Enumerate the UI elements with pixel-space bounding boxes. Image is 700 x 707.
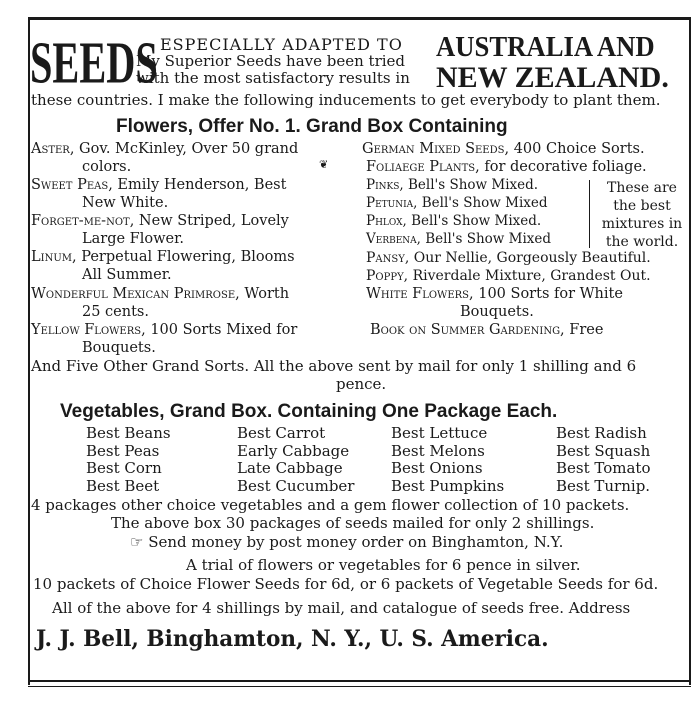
veg-column-4 [556, 425, 651, 495]
list-item: Best Squash [556, 441, 651, 460]
list-item: Best Pumpkins [391, 476, 505, 495]
vegetables-heading: Vegetables, Grand Box. Containing One Package Each. [60, 401, 558, 422]
list-item: Best Tomato [556, 459, 651, 477]
all-above-line: All of the above for 4 shillings by mail, and catalogue of seeds free. Address [52, 599, 631, 617]
list-item-cont: Bouquets. [460, 304, 534, 320]
inducements-line: these countries. I make the following inducements to get everybody to plant them. [31, 91, 661, 109]
list-item: Verbena, Bell's Show Mixed [366, 231, 552, 247]
address-line: J. J. Bell, Binghamton, N. Y., U. S. America. [36, 626, 549, 652]
list-item: Phlox, Bell's Show Mixed. [366, 213, 542, 229]
list-item: Best Carrot [237, 424, 326, 442]
list-item: Pinks, Bell's Show Mixed. [366, 177, 539, 193]
list-item: Pansy, Our Nellie, Gorgeously Beautiful. [366, 250, 651, 266]
top-border [28, 17, 691, 20]
veg-column-3 [391, 425, 504, 495]
intro-line-1: ESPECIALLY ADAPTED TO [160, 35, 403, 54]
list-item-cont: All Summer. [82, 267, 172, 283]
list-item-cont: colors. [82, 159, 132, 175]
list-item: Wonderful Mexican Primrose, Worth [31, 286, 290, 302]
list-item: Best Melons [391, 441, 485, 460]
list-item: Sweet Peas, Emily Henderson, Best [31, 177, 287, 193]
list-item: Book on Summer Gardening, Free [370, 322, 604, 338]
veg-extra-line: 4 packages other choice vegetables and a gem flower collection of 10 packets. [31, 496, 630, 514]
bracket-note: These are the best mixtures in the world. [601, 180, 683, 250]
money-order-line: ☞ Send money by post money order on Binghamton, N.Y. [130, 533, 564, 551]
list-item-cont: Large Flower. [82, 231, 185, 247]
veg-price-line: The above box 30 packages of seeds mailed for only 2 shillings. [111, 514, 595, 532]
bottom-border [28, 680, 691, 682]
list-item: Best Lettuce [391, 424, 488, 442]
list-item: Linum, Perpetual Flowering, Blooms [31, 249, 295, 265]
trial-line: A trial of flowers or vegetables for 6 pence in silver. [186, 556, 581, 574]
veg-column-2 [237, 425, 354, 495]
list-item: Best Beans [86, 424, 171, 442]
right-border [689, 17, 691, 685]
list-item: Early Cabbage [237, 441, 350, 460]
printer-mark: ❦ [319, 158, 329, 171]
list-item: German Mixed Seeds, 400 Choice Sorts. [362, 141, 645, 157]
new-zealand-heading: NEW ZEALAND. [436, 61, 669, 94]
intro-line-3: with the most satisfactory results in [136, 69, 410, 87]
list-item: Aster, Gov. McKinley, Over 50 grand [31, 141, 299, 157]
pointing-hand-icon: ☞ [130, 533, 144, 551]
list-item: Forget-me-not, New Striped, Lovely [31, 213, 289, 229]
list-item: White Flowers, 100 Sorts for White [366, 286, 623, 302]
bracket-divider [589, 180, 590, 248]
list-item: Petunia, Bell's Show Mixed [366, 195, 548, 211]
list-item-cont: New White. [82, 195, 169, 211]
intro-line-2: My Superior Seeds have been tried [136, 52, 406, 70]
list-item: Best Cucumber [237, 476, 355, 495]
veg-column-1 [86, 425, 171, 495]
list-item: Best Onions [391, 459, 483, 477]
flowers-offer-line: And Five Other Grand Sorts. All the above sent by mail for only 1 shilling and 6 [31, 357, 637, 375]
flowers-offer-line-cont: pence. [336, 375, 387, 393]
list-item: Foliaege Plants, for decorative foliage. [366, 159, 647, 175]
list-item: Poppy, Riverdale Mixture, Grandest Out. [366, 268, 651, 284]
list-item: Late Cabbage [237, 459, 343, 477]
bottom-border-thin [28, 686, 691, 687]
list-item: Yellow Flowers, 100 Sorts Mixed for [31, 322, 298, 338]
flowers-heading: Flowers, Offer No. 1. Grand Box Containing [116, 116, 508, 137]
packets-line: 10 packets of Choice Flower Seeds for 6d, or 6 packets of Vegetable Seeds for 6d. [33, 575, 659, 593]
list-item: Best Turnip. [556, 476, 651, 495]
list-item-cont: 25 cents. [82, 304, 149, 320]
list-item: Best Radish [556, 424, 647, 442]
list-item: Best Corn [86, 459, 162, 477]
list-item: Best Beet [86, 476, 160, 495]
left-border [28, 17, 30, 685]
australia-heading: AUSTRALIA AND [436, 31, 655, 63]
seeds-title: SEEDS [30, 30, 158, 96]
list-item: Best Peas [86, 441, 160, 460]
list-item-cont: Bouquets. [82, 340, 156, 356]
